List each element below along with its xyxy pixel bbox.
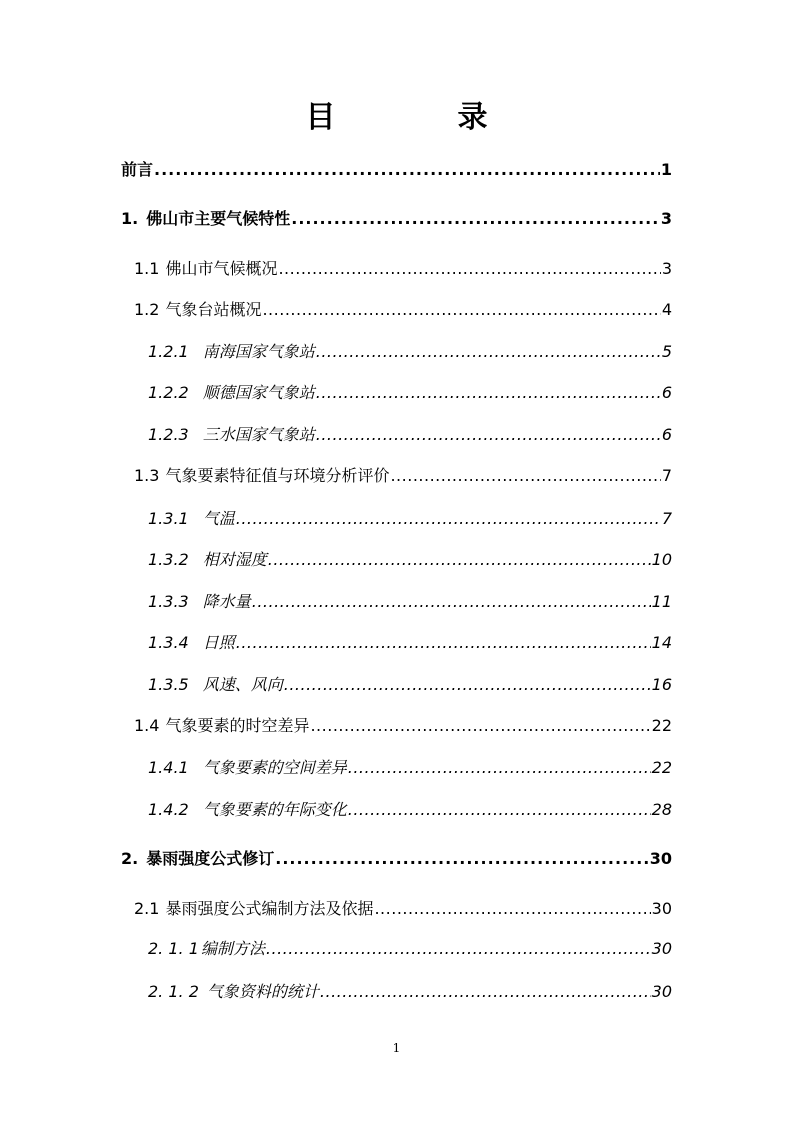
toc-leader-dots: [252, 592, 651, 611]
toc-page-number: 11: [651, 592, 672, 611]
toc-entry-title: 气象要素的年际变化: [202, 800, 347, 819]
toc-entry-chapter-1[interactable]: [121, 206, 672, 230]
toc-leader-dots: [320, 982, 651, 1001]
toc-entry-number: 1.4: [134, 716, 160, 735]
toc-leader-dots: [316, 425, 661, 444]
toc-leader-dots: [236, 509, 661, 528]
toc-entry-title: 佛山市主要气候特性: [146, 209, 291, 228]
toc-entry-title: 南海国家气象站: [202, 342, 315, 361]
toc-entry-preface[interactable]: [121, 157, 672, 181]
toc-page-number: 7: [661, 509, 672, 528]
toc-entry-subsection-1-3-4[interactable]: [148, 630, 672, 654]
toc-page-number: 4: [661, 300, 672, 319]
toc-entry-number: 2.1: [134, 899, 160, 918]
toc-page-number: 28: [651, 800, 672, 819]
toc-leader-dots: [278, 259, 660, 278]
toc-entry-chapter-2[interactable]: [121, 846, 672, 870]
toc-entry-number: 2. 1. 2: [148, 982, 199, 1001]
toc-leader-dots: [268, 550, 651, 569]
toc-page-number: 1: [660, 160, 672, 179]
toc-entry-title: 气象要素的时空差异: [165, 716, 310, 735]
toc-entry-title: 编制方法: [200, 939, 265, 958]
toc-entry-title: 相对湿度: [202, 550, 267, 569]
toc-entry-number: 1.2.3: [148, 425, 189, 444]
toc-entry-number: 1.3.3: [148, 592, 189, 611]
toc-leader-dots: [275, 849, 649, 868]
toc-entry-number: 1.3.5: [148, 675, 189, 694]
toc-entry-title: 气温: [202, 509, 235, 528]
toc-entry-number: 2.: [121, 849, 139, 868]
toc-entry-title: 暴雨强度公式编制方法及依据: [165, 899, 374, 918]
toc-entry-subsection-1-4-1[interactable]: [148, 755, 672, 779]
toc-leader-dots: [374, 899, 650, 918]
toc-entry-number: 1.4.2: [148, 800, 189, 819]
toc-entry-number: 1.2: [134, 300, 160, 319]
toc-leader-dots: [390, 466, 660, 485]
toc-leader-dots: [284, 675, 651, 694]
toc-entry-title: 日照: [202, 633, 235, 652]
toc-leader-dots: [236, 633, 651, 652]
toc-leader-dots: [348, 800, 651, 819]
toc-entry-title: 气象要素特征值与环境分析评价: [165, 466, 390, 485]
toc-leader-dots: [266, 939, 651, 958]
toc-entry-section-1-4[interactable]: [134, 713, 672, 737]
toc-entry-subsection-1-3-3[interactable]: [148, 589, 672, 613]
toc-entry-subsection-1-2-2[interactable]: [148, 380, 672, 404]
toc-entry-number: 1.1: [134, 259, 160, 278]
toc-page-number: 22: [651, 716, 672, 735]
toc-page-number: 30: [651, 899, 672, 918]
toc-entry-number: 1.3.4: [148, 633, 189, 652]
toc-leader-dots: [316, 342, 661, 361]
toc-entry-section-2-1[interactable]: [134, 896, 672, 920]
toc-page-number: 30: [649, 849, 672, 868]
toc-page-number: 3: [661, 259, 672, 278]
toc-entry-title: 气象资料的统计: [206, 982, 319, 1001]
toc-entry-subsection-1-3-1[interactable]: [148, 506, 672, 530]
toc-page-number: 5: [661, 342, 672, 361]
toc-entry-subsection-2-1-2[interactable]: [148, 979, 672, 1003]
toc-leader-dots: [291, 209, 660, 228]
toc-page-number: 14: [651, 633, 672, 652]
toc-page-number: 16: [651, 675, 672, 694]
toc-page-number: 30: [651, 939, 672, 958]
toc-entry-number: 1.2.2: [148, 383, 189, 402]
toc-leader-dots: [154, 160, 660, 179]
footer-page-number: 1: [392, 1041, 401, 1055]
toc-entry-title: 前言: [121, 160, 154, 179]
toc-entry-title: 风速、风向: [202, 675, 283, 694]
toc-entry-number: 1.3.1: [148, 509, 189, 528]
toc-leader-dots: [316, 383, 661, 402]
toc-entry-section-1-3[interactable]: [134, 463, 672, 487]
toc-page-number: 22: [651, 758, 672, 777]
page-title: 目 录: [305, 100, 534, 135]
toc-entry-title: 佛山市气候概况: [165, 259, 278, 278]
toc-entry-subsection-1-4-2[interactable]: [148, 797, 672, 821]
toc-page-number: 3: [660, 209, 672, 228]
toc-entry-number: 1.4.1: [148, 758, 189, 777]
toc-entry-number: 1.3: [134, 466, 160, 485]
toc-page-number: 6: [661, 383, 672, 402]
toc-entry-number: 1.: [121, 209, 139, 228]
toc-entry-title: 气象要素的空间差异: [202, 758, 347, 777]
toc-entry-title: 气象台站概况: [165, 300, 262, 319]
toc-entry-title: 三水国家气象站: [202, 425, 315, 444]
toc-entry-number: 2. 1. 1: [148, 939, 199, 958]
toc-entry-subsection-1-2-3[interactable]: [148, 422, 672, 446]
toc-entry-number: 1.2.1: [148, 342, 189, 361]
toc-entry-subsection-1-3-5[interactable]: [148, 672, 672, 696]
toc-entry-subsection-1-3-2[interactable]: [148, 547, 672, 571]
toc-entry-section-1-1[interactable]: [134, 256, 672, 280]
toc-page-number: 10: [651, 550, 672, 569]
toc-entry-title: 降水量: [202, 592, 251, 611]
toc-entry-number: 1.3.2: [148, 550, 189, 569]
toc-entry-title: 顺德国家气象站: [202, 383, 315, 402]
toc-leader-dots: [348, 758, 651, 777]
toc-entry-title: 暴雨强度公式修订: [146, 849, 275, 868]
toc-page-number: 30: [651, 982, 672, 1001]
toc-entry-subsection-2-1-1[interactable]: [148, 936, 672, 960]
toc-page-number: 7: [661, 466, 672, 485]
toc-entry-section-1-2[interactable]: [134, 297, 672, 321]
toc-leader-dots: [262, 300, 660, 319]
toc-leader-dots: [310, 716, 650, 735]
toc-page-number: 6: [661, 425, 672, 444]
toc-entry-subsection-1-2-1[interactable]: [148, 339, 672, 363]
